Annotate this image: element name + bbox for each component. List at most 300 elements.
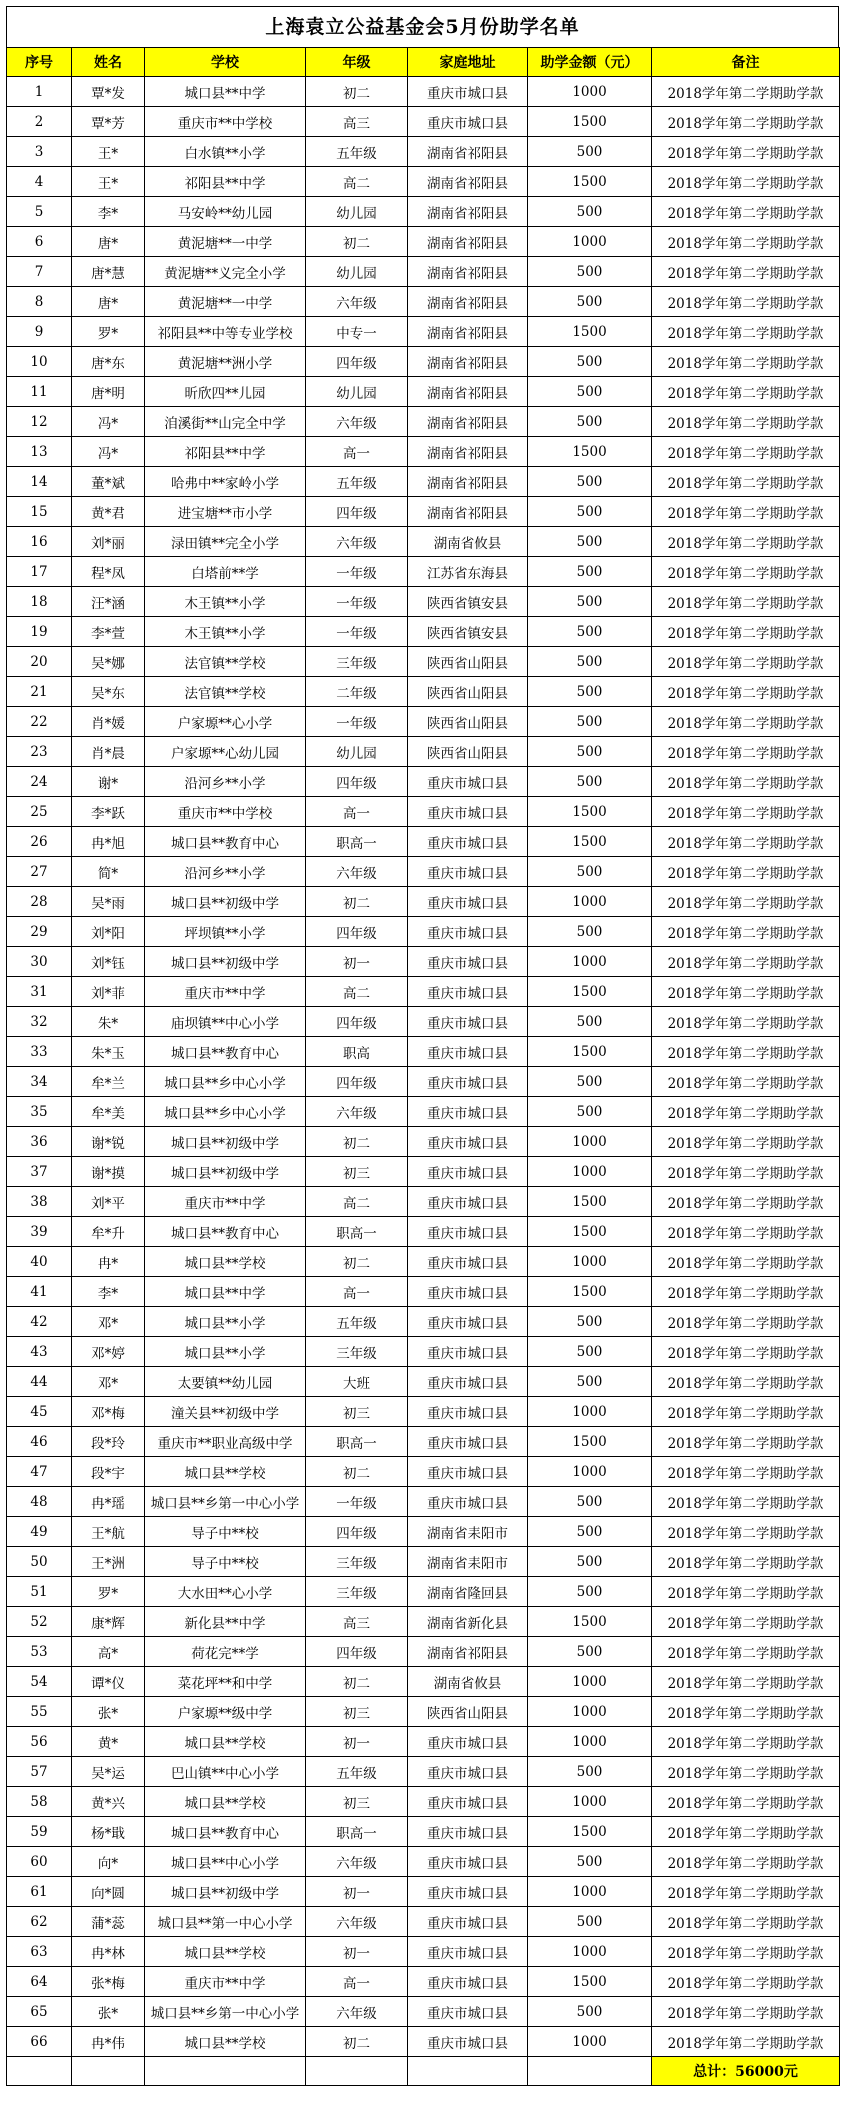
cell-amount: 500 <box>528 1757 652 1787</box>
table-row <box>7 677 840 707</box>
cell-address: 湖南省祁阳县 <box>408 137 528 167</box>
cell-index: 15 <box>7 497 72 527</box>
cell-name: 张*梅 <box>72 1967 145 1997</box>
cell-school: 城口县**初级中学 <box>145 1127 306 1157</box>
cell-address: 重庆市城口县 <box>408 1457 528 1487</box>
cell-remark: 2018学年第二学期助学款 <box>652 77 840 107</box>
cell-grade: 高一 <box>306 797 408 827</box>
cell-school: 法官镇**学校 <box>145 647 306 677</box>
cell-amount: 1500 <box>528 317 652 347</box>
cell-address: 重庆市城口县 <box>408 107 528 137</box>
cell-grade: 五年级 <box>306 1307 408 1337</box>
cell-remark: 2018学年第二学期助学款 <box>652 1307 840 1337</box>
cell-index: 44 <box>7 1367 72 1397</box>
table-row <box>7 857 840 887</box>
cell-address: 重庆市城口县 <box>408 827 528 857</box>
cell-address: 湖南省耒阳市 <box>408 1547 528 1577</box>
cell-address: 湖南省耒阳市 <box>408 1517 528 1547</box>
cell-address: 重庆市城口县 <box>408 1427 528 1457</box>
cell-index: 43 <box>7 1337 72 1367</box>
cell-index: 20 <box>7 647 72 677</box>
cell-address: 重庆市城口县 <box>408 1367 528 1397</box>
cell-school: 城口县**学校 <box>145 1937 306 1967</box>
cell-school: 城口县**学校 <box>145 1787 306 1817</box>
cell-index: 35 <box>7 1097 72 1127</box>
cell-name: 李* <box>72 1277 145 1307</box>
cell-address: 重庆市城口县 <box>408 887 528 917</box>
cell-address: 陕西省山阳县 <box>408 707 528 737</box>
cell-amount: 500 <box>528 497 652 527</box>
cell-index: 42 <box>7 1307 72 1337</box>
cell-address: 陕西省山阳县 <box>408 677 528 707</box>
cell-name: 肖*媛 <box>72 707 145 737</box>
cell-index: 33 <box>7 1037 72 1067</box>
cell-address: 重庆市城口县 <box>408 1097 528 1127</box>
cell-amount: 1500 <box>528 797 652 827</box>
cell-address: 陕西省山阳县 <box>408 1697 528 1727</box>
table-row <box>7 287 840 317</box>
cell-grade: 二年级 <box>306 677 408 707</box>
cell-remark: 2018学年第二学期助学款 <box>652 2027 840 2057</box>
cell-name: 刘*钰 <box>72 947 145 977</box>
cell-name: 张* <box>72 1697 145 1727</box>
cell-school: 昕欣四**儿园 <box>145 377 306 407</box>
cell-address: 湖南省攸县 <box>408 1667 528 1697</box>
table-row <box>7 1667 840 1697</box>
cell-grade: 初二 <box>306 2027 408 2057</box>
cell-name: 覃*发 <box>72 77 145 107</box>
cell-name: 刘*阳 <box>72 917 145 947</box>
cell-grade: 六年级 <box>306 527 408 557</box>
cell-grade: 四年级 <box>306 917 408 947</box>
table-row <box>7 197 840 227</box>
cell-grade: 初三 <box>306 1157 408 1187</box>
cell-index: 62 <box>7 1907 72 1937</box>
cell-grade: 初一 <box>306 947 408 977</box>
cell-remark: 2018学年第二学期助学款 <box>652 587 840 617</box>
cell-name: 邓* <box>72 1367 145 1397</box>
cell-remark: 2018学年第二学期助学款 <box>652 1187 840 1217</box>
cell-name: 朱* <box>72 1007 145 1037</box>
cell-grade: 一年级 <box>306 557 408 587</box>
cell-address: 重庆市城口县 <box>408 1397 528 1427</box>
table-row <box>7 1787 840 1817</box>
cell-amount: 500 <box>528 767 652 797</box>
cell-name: 黄*兴 <box>72 1787 145 1817</box>
cell-amount: 500 <box>528 407 652 437</box>
table-row <box>7 527 840 557</box>
cell-amount: 1000 <box>528 227 652 257</box>
cell-index: 36 <box>7 1127 72 1157</box>
cell-index: 57 <box>7 1757 72 1787</box>
cell-name: 段*玲 <box>72 1427 145 1457</box>
table-row <box>7 137 840 167</box>
cell-remark: 2018学年第二学期助学款 <box>652 347 840 377</box>
cell-grade: 幼儿园 <box>306 737 408 767</box>
cell-remark: 2018学年第二学期助学款 <box>652 1517 840 1547</box>
table-row <box>7 917 840 947</box>
cell-remark: 2018学年第二学期助学款 <box>652 227 840 257</box>
cell-remark: 2018学年第二学期助学款 <box>652 917 840 947</box>
cell-name: 罗* <box>72 317 145 347</box>
cell-name: 吴*娜 <box>72 647 145 677</box>
table-body <box>7 77 840 2057</box>
cell-remark: 2018学年第二学期助学款 <box>652 1397 840 1427</box>
cell-remark: 2018学年第二学期助学款 <box>652 1277 840 1307</box>
table-row <box>7 1337 840 1367</box>
cell-remark: 2018学年第二学期助学款 <box>652 827 840 857</box>
cell-index: 54 <box>7 1667 72 1697</box>
cell-remark: 2018学年第二学期助学款 <box>652 857 840 887</box>
page-title: 上海袁立公益基金会5月份助学名单 <box>6 6 839 47</box>
cell-name: 唐*慧 <box>72 257 145 287</box>
cell-name: 冉*林 <box>72 1937 145 1967</box>
cell-index: 2 <box>7 107 72 137</box>
cell-amount: 1500 <box>528 1427 652 1457</box>
cell-amount: 1500 <box>528 1217 652 1247</box>
cell-grade: 六年级 <box>306 1097 408 1127</box>
cell-grade: 初二 <box>306 1667 408 1697</box>
cell-grade: 高一 <box>306 1277 408 1307</box>
cell-school: 祁阳县**中等专业学校 <box>145 317 306 347</box>
cell-grade: 初三 <box>306 1697 408 1727</box>
cell-index: 24 <box>7 767 72 797</box>
cell-address: 湖南省新化县 <box>408 1607 528 1637</box>
table-row <box>7 1307 840 1337</box>
cell-grade: 初二 <box>306 887 408 917</box>
table-row <box>7 1517 840 1547</box>
cell-amount: 1500 <box>528 1967 652 1997</box>
cell-remark: 2018学年第二学期助学款 <box>652 1007 840 1037</box>
cell-name: 唐* <box>72 227 145 257</box>
cell-amount: 500 <box>528 587 652 617</box>
table-row <box>7 227 840 257</box>
cell-school: 城口县**第一中心小学 <box>145 1907 306 1937</box>
table-row <box>7 1367 840 1397</box>
cell-amount: 1500 <box>528 1277 652 1307</box>
cell-grade: 五年级 <box>306 137 408 167</box>
cell-index: 8 <box>7 287 72 317</box>
cell-school: 菜花坪**和中学 <box>145 1667 306 1697</box>
cell-amount: 500 <box>528 677 652 707</box>
cell-address: 湖南省祁阳县 <box>408 407 528 437</box>
cell-grade: 职高一 <box>306 827 408 857</box>
cell-grade: 四年级 <box>306 497 408 527</box>
table-row <box>7 1907 840 1937</box>
cell-address: 湖南省祁阳县 <box>408 257 528 287</box>
cell-grade: 初一 <box>306 1877 408 1907</box>
cell-address: 湖南省祁阳县 <box>408 227 528 257</box>
header-index: 序号 <box>7 48 72 77</box>
cell-remark: 2018学年第二学期助学款 <box>652 1967 840 1997</box>
cell-index: 60 <box>7 1847 72 1877</box>
cell-name: 王*洲 <box>72 1547 145 1577</box>
cell-index: 28 <box>7 887 72 917</box>
cell-remark: 2018学年第二学期助学款 <box>652 437 840 467</box>
table-row <box>7 1487 840 1517</box>
cell-remark: 2018学年第二学期助学款 <box>652 1157 840 1187</box>
cell-name: 谢*摸 <box>72 1157 145 1187</box>
cell-remark: 2018学年第二学期助学款 <box>652 1127 840 1157</box>
cell-name: 吴*运 <box>72 1757 145 1787</box>
cell-index: 30 <box>7 947 72 977</box>
cell-amount: 500 <box>528 1367 652 1397</box>
cell-index: 14 <box>7 467 72 497</box>
cell-index: 5 <box>7 197 72 227</box>
cell-name: 肖*晨 <box>72 737 145 767</box>
table-row <box>7 1097 840 1127</box>
cell-address: 重庆市城口县 <box>408 1757 528 1787</box>
cell-school: 潼关县**初级中学 <box>145 1397 306 1427</box>
cell-name: 董*斌 <box>72 467 145 497</box>
cell-address: 重庆市城口县 <box>408 77 528 107</box>
cell-school: 哈弗中**家岭小学 <box>145 467 306 497</box>
cell-grade: 一年级 <box>306 587 408 617</box>
cell-address: 重庆市城口县 <box>408 1277 528 1307</box>
cell-school: 木王镇**小学 <box>145 617 306 647</box>
table-row <box>7 347 840 377</box>
cell-index: 58 <box>7 1787 72 1817</box>
cell-school: 城口县**学校 <box>145 1247 306 1277</box>
cell-amount: 1000 <box>528 947 652 977</box>
cell-amount: 500 <box>528 257 652 287</box>
cell-school: 城口县**小学 <box>145 1337 306 1367</box>
cell-amount: 500 <box>528 137 652 167</box>
cell-grade: 一年级 <box>306 707 408 737</box>
cell-remark: 2018学年第二学期助学款 <box>652 677 840 707</box>
table-row <box>7 497 840 527</box>
cell-remark: 2018学年第二学期助学款 <box>652 1787 840 1817</box>
cell-school: 进宝塘**市小学 <box>145 497 306 527</box>
cell-school: 重庆市**中学校 <box>145 797 306 827</box>
cell-remark: 2018学年第二学期助学款 <box>652 617 840 647</box>
table-row <box>7 1277 840 1307</box>
cell-school: 城口县**乡第一中心小学 <box>145 1997 306 2027</box>
cell-remark: 2018学年第二学期助学款 <box>652 767 840 797</box>
cell-name: 邓* <box>72 1307 145 1337</box>
cell-grade: 三年级 <box>306 1337 408 1367</box>
cell-grade: 四年级 <box>306 767 408 797</box>
cell-index: 32 <box>7 1007 72 1037</box>
cell-amount: 1000 <box>528 887 652 917</box>
cell-grade: 高二 <box>306 1187 408 1217</box>
cell-name: 程*凤 <box>72 557 145 587</box>
cell-amount: 500 <box>528 1307 652 1337</box>
cell-remark: 2018学年第二学期助学款 <box>652 257 840 287</box>
cell-school: 城口县**乡第一中心小学 <box>145 1487 306 1517</box>
table-row <box>7 1157 840 1187</box>
scholarship-table <box>6 47 840 2086</box>
cell-grade: 六年级 <box>306 1847 408 1877</box>
table-row <box>7 797 840 827</box>
cell-index: 56 <box>7 1727 72 1757</box>
cell-remark: 2018学年第二学期助学款 <box>652 1817 840 1847</box>
cell-grade: 五年级 <box>306 467 408 497</box>
cell-school: 法官镇**学校 <box>145 677 306 707</box>
cell-amount: 500 <box>528 1637 652 1667</box>
cell-remark: 2018学年第二学期助学款 <box>652 1097 840 1127</box>
cell-index: 63 <box>7 1937 72 1967</box>
cell-remark: 2018学年第二学期助学款 <box>652 1067 840 1097</box>
cell-name: 牟*升 <box>72 1217 145 1247</box>
cell-remark: 2018学年第二学期助学款 <box>652 1427 840 1457</box>
cell-amount: 500 <box>528 1067 652 1097</box>
cell-grade: 初一 <box>306 1727 408 1757</box>
blank-cell <box>306 2057 408 2086</box>
total-amount: 总计：56000元 <box>652 2057 840 2086</box>
cell-school: 城口县**中学 <box>145 77 306 107</box>
cell-amount: 1500 <box>528 1817 652 1847</box>
cell-amount: 1000 <box>528 1247 652 1277</box>
cell-index: 65 <box>7 1997 72 2027</box>
cell-name: 冉* <box>72 1247 145 1277</box>
cell-amount: 1500 <box>528 107 652 137</box>
cell-name: 简* <box>72 857 145 887</box>
cell-name: 向*圆 <box>72 1877 145 1907</box>
cell-remark: 2018学年第二学期助学款 <box>652 167 840 197</box>
table-row <box>7 107 840 137</box>
cell-address: 重庆市城口县 <box>408 1307 528 1337</box>
cell-address: 湖南省祁阳县 <box>408 197 528 227</box>
cell-name: 冉*旭 <box>72 827 145 857</box>
cell-remark: 2018学年第二学期助学款 <box>652 377 840 407</box>
cell-address: 陕西省山阳县 <box>408 737 528 767</box>
cell-remark: 2018学年第二学期助学款 <box>652 1607 840 1637</box>
cell-grade: 六年级 <box>306 287 408 317</box>
cell-index: 22 <box>7 707 72 737</box>
table-row <box>7 617 840 647</box>
cell-school: 城口县**中学 <box>145 1277 306 1307</box>
cell-remark: 2018学年第二学期助学款 <box>652 197 840 227</box>
cell-grade: 四年级 <box>306 1067 408 1097</box>
cell-amount: 1500 <box>528 827 652 857</box>
cell-index: 49 <box>7 1517 72 1547</box>
cell-index: 55 <box>7 1697 72 1727</box>
cell-remark: 2018学年第二学期助学款 <box>652 1217 840 1247</box>
cell-name: 罗* <box>72 1577 145 1607</box>
cell-remark: 2018学年第二学期助学款 <box>652 1547 840 1577</box>
cell-amount: 1000 <box>528 1127 652 1157</box>
cell-name: 谢*锐 <box>72 1127 145 1157</box>
table-row <box>7 737 840 767</box>
cell-school: 沿河乡**小学 <box>145 767 306 797</box>
cell-index: 10 <box>7 347 72 377</box>
cell-grade: 四年级 <box>306 347 408 377</box>
cell-remark: 2018学年第二学期助学款 <box>652 1997 840 2027</box>
cell-name: 牟*兰 <box>72 1067 145 1097</box>
cell-remark: 2018学年第二学期助学款 <box>652 1247 840 1277</box>
cell-address: 陕西省镇安县 <box>408 587 528 617</box>
cell-name: 李* <box>72 197 145 227</box>
cell-grade: 四年级 <box>306 1517 408 1547</box>
cell-school: 城口县**教育中心 <box>145 827 306 857</box>
header-address: 家庭地址 <box>408 48 528 77</box>
table-row <box>7 1397 840 1427</box>
cell-amount: 500 <box>528 1847 652 1877</box>
cell-name: 冉*瑶 <box>72 1487 145 1517</box>
table-row <box>7 1247 840 1277</box>
table-row <box>7 1697 840 1727</box>
cell-school: 白水镇**小学 <box>145 137 306 167</box>
cell-remark: 2018学年第二学期助学款 <box>652 497 840 527</box>
cell-grade: 初二 <box>306 77 408 107</box>
table-row <box>7 317 840 347</box>
cell-amount: 500 <box>528 1097 652 1127</box>
cell-name: 李*萱 <box>72 617 145 647</box>
cell-amount: 1500 <box>528 1607 652 1637</box>
cell-grade: 职高一 <box>306 1427 408 1457</box>
cell-name: 邓*婷 <box>72 1337 145 1367</box>
cell-school: 庙坝镇**中心小学 <box>145 1007 306 1037</box>
cell-address: 陕西省镇安县 <box>408 617 528 647</box>
table-row <box>7 1607 840 1637</box>
cell-address: 重庆市城口县 <box>408 1187 528 1217</box>
table-row <box>7 1877 840 1907</box>
table-row <box>7 1427 840 1457</box>
cell-school: 马安岭**幼儿园 <box>145 197 306 227</box>
cell-name: 唐*东 <box>72 347 145 377</box>
cell-school: 户家塬**心幼儿园 <box>145 737 306 767</box>
cell-school: 洎溪街**山完全中学 <box>145 407 306 437</box>
table-row <box>7 1187 840 1217</box>
cell-address: 湖南省祁阳县 <box>408 317 528 347</box>
cell-index: 45 <box>7 1397 72 1427</box>
cell-name: 牟*美 <box>72 1097 145 1127</box>
cell-remark: 2018学年第二学期助学款 <box>652 287 840 317</box>
cell-address: 重庆市城口县 <box>408 1157 528 1187</box>
cell-name: 李*跃 <box>72 797 145 827</box>
cell-index: 59 <box>7 1817 72 1847</box>
cell-grade: 高二 <box>306 977 408 1007</box>
cell-remark: 2018学年第二学期助学款 <box>652 527 840 557</box>
cell-amount: 500 <box>528 347 652 377</box>
cell-grade: 初三 <box>306 1397 408 1427</box>
cell-name: 张* <box>72 1997 145 2027</box>
cell-grade: 高三 <box>306 107 408 137</box>
cell-name: 段*宇 <box>72 1457 145 1487</box>
table-row <box>7 377 840 407</box>
total-row <box>7 2057 840 2086</box>
cell-school: 导子中**校 <box>145 1547 306 1577</box>
table-row <box>7 1637 840 1667</box>
cell-address: 湖南省祁阳县 <box>408 377 528 407</box>
cell-name: 向* <box>72 1847 145 1877</box>
cell-index: 7 <box>7 257 72 287</box>
cell-grade: 六年级 <box>306 1997 408 2027</box>
cell-school: 重庆市**中学校 <box>145 107 306 137</box>
cell-amount: 1000 <box>528 1877 652 1907</box>
cell-amount: 500 <box>528 707 652 737</box>
cell-address: 重庆市城口县 <box>408 1247 528 1277</box>
cell-address: 江苏省东海县 <box>408 557 528 587</box>
cell-grade: 六年级 <box>306 857 408 887</box>
cell-name: 刘*平 <box>72 1187 145 1217</box>
cell-grade: 高三 <box>306 1607 408 1637</box>
cell-address: 陕西省山阳县 <box>408 647 528 677</box>
table-row <box>7 1547 840 1577</box>
cell-remark: 2018学年第二学期助学款 <box>652 1457 840 1487</box>
cell-name: 冯* <box>72 437 145 467</box>
cell-grade: 大班 <box>306 1367 408 1397</box>
cell-index: 25 <box>7 797 72 827</box>
cell-remark: 2018学年第二学期助学款 <box>652 1667 840 1697</box>
cell-name: 刘*菲 <box>72 977 145 1007</box>
cell-remark: 2018学年第二学期助学款 <box>652 977 840 1007</box>
cell-remark: 2018学年第二学期助学款 <box>652 317 840 347</box>
cell-school: 黄泥塘**一中学 <box>145 287 306 317</box>
cell-index: 37 <box>7 1157 72 1187</box>
blank-cell <box>72 2057 145 2086</box>
